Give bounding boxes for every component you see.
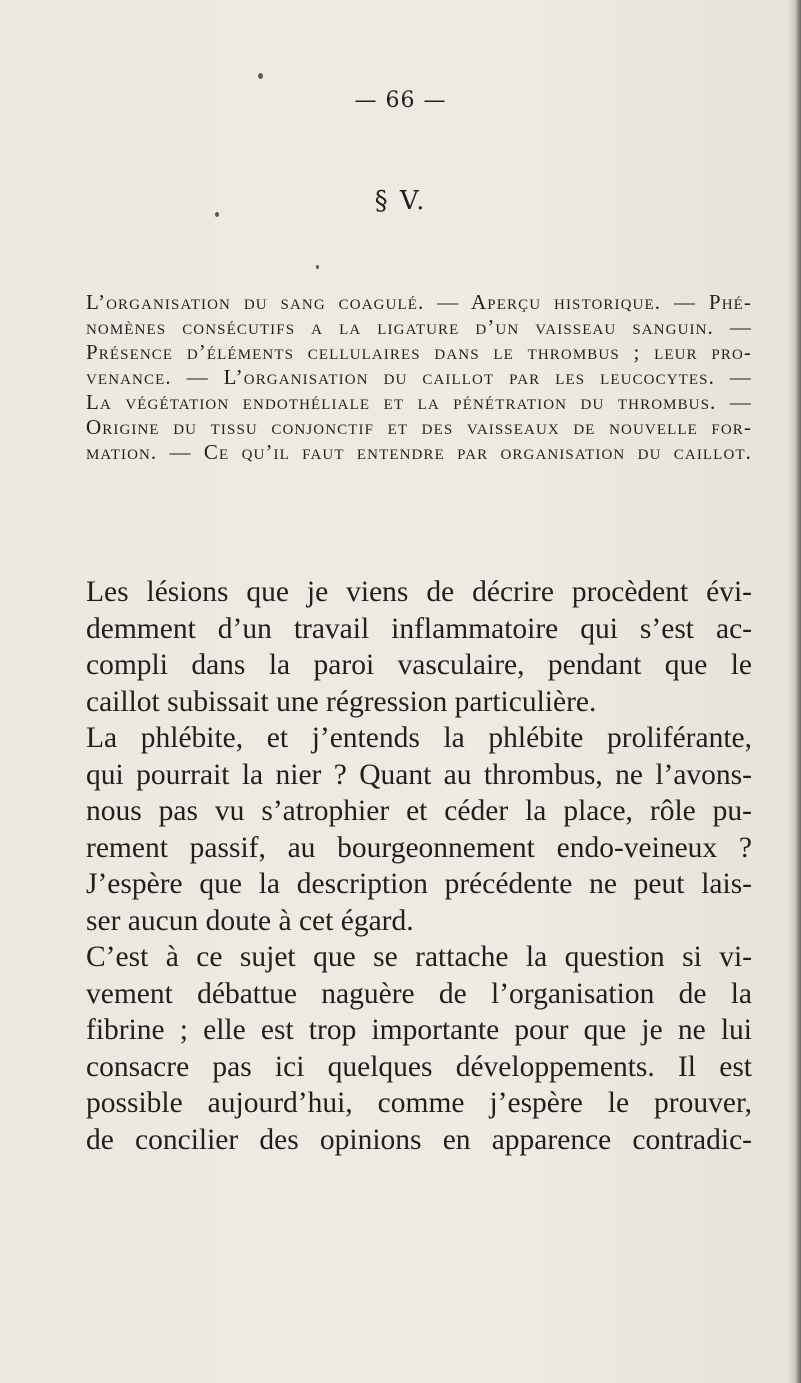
summary-line: Origine du tissu conjonctif et des vaisseaux de nouvelle for- bbox=[86, 415, 752, 439]
chapter-summary bbox=[86, 290, 752, 465]
summary-line: venance. — L’organisation du caillot par les leucocytes. — bbox=[86, 365, 752, 389]
body-line: La phlébite, et j’entends la phlébite proliférante, bbox=[86, 722, 752, 754]
body-line: Les lésions que je viens de décrire procèdent évi- bbox=[86, 576, 752, 608]
ink-speck bbox=[215, 212, 219, 217]
body-line: ser aucun doute à cet égard. bbox=[86, 904, 414, 937]
summary-line: L’organisation du sang coagulé. — Aperçu historique. — Phé- bbox=[86, 290, 752, 314]
summary-line: La végétation endothéliale et la pénétration du thrombus. — bbox=[86, 390, 752, 414]
body-text bbox=[86, 574, 752, 1158]
ink-speck bbox=[258, 73, 263, 79]
body-line: caillot subissait une régression particulière. bbox=[86, 685, 597, 718]
page-number: — 66 — bbox=[354, 88, 447, 113]
body-line: J’espère que la description précédente ne peut lais- bbox=[86, 868, 752, 900]
body-line: C’est à ce sujet que se rattache la question si vi- bbox=[86, 941, 752, 973]
summary-line: nomènes consécutifs a la ligature d’un vaisseau sanguin. — bbox=[86, 315, 752, 339]
body-line: demment d’un travail inflammatoire qui s’est ac- bbox=[86, 612, 752, 645]
body-line: consacre pas ici quelques développements. Il est bbox=[86, 1050, 752, 1083]
body-line: nous pas vu s’atrophier et céder la place, rôle pu- bbox=[86, 795, 752, 827]
body-line: possible aujourd’hui, comme j’espère le prouver, bbox=[86, 1087, 752, 1119]
body-line: qui pourrait la nier ? Quant au thrombus, ne l’avons- bbox=[86, 758, 752, 791]
section-heading: § V. bbox=[374, 186, 427, 216]
body-line: vement débattue naguère de l’organisation de la bbox=[86, 977, 752, 1010]
body-line: fibrine ; elle est trop importante pour que je ne lui bbox=[86, 1014, 752, 1046]
body-line: rement passif, au bourgeonnement endo-veineux ? bbox=[86, 831, 752, 864]
summary-line: mation. — Ce qu’il faut entendre par organisation du caillot. bbox=[86, 440, 752, 464]
body-line: compli dans la paroi vasculaire, pendant que le bbox=[86, 649, 752, 681]
ink-speck bbox=[316, 265, 319, 269]
summary-line: Présence d’éléments cellulaires dans le thrombus ; leur pro- bbox=[86, 340, 752, 364]
body-line: de concilier des opinions en apparence contradic- bbox=[86, 1123, 752, 1156]
